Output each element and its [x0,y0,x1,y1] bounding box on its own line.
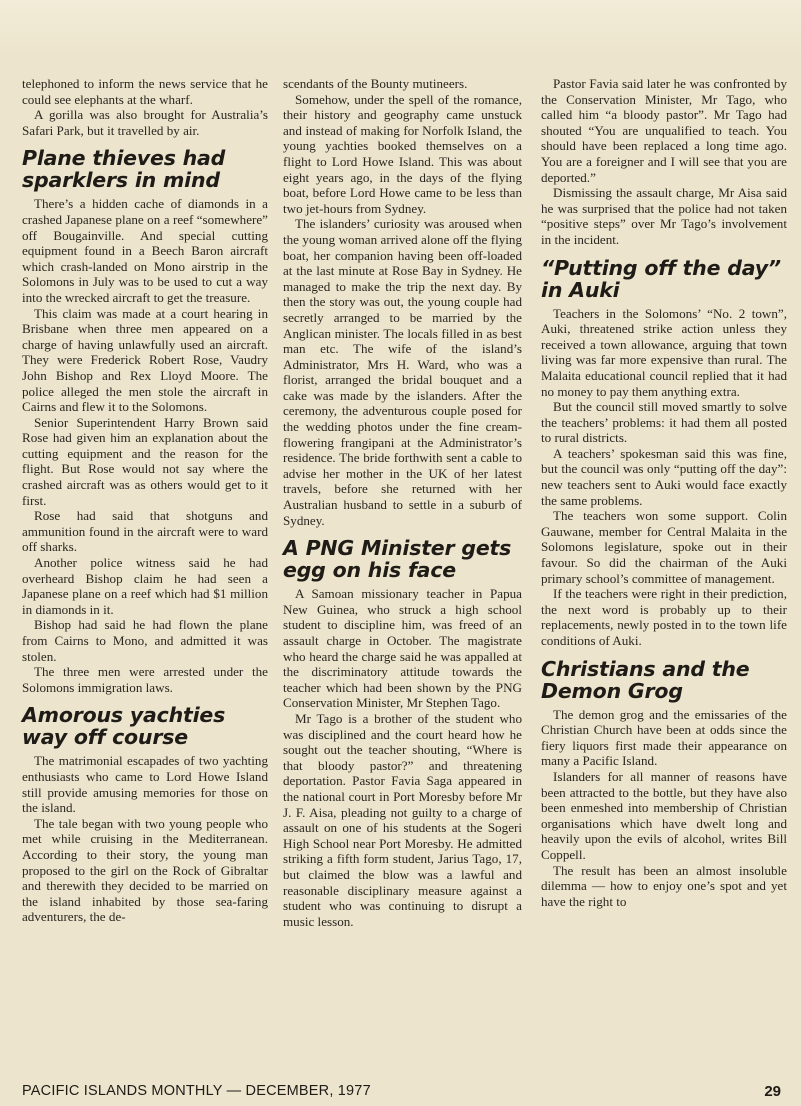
paragraph: Another police witness said he had overheard Bishop claim he had seen a Japanese plane on a reef which had $1 million in diamonds in it. [22,555,268,617]
headline-plane-thieves: Plane thieves had sparklers in mind [22,146,226,193]
paragraph: Mr Tago is a brother of the student who was disciplined and the court heard how he sought out the teacher shouting, “Where is that bloody pastor?” and threatening deportation. Pastor Favia Saga appeared in the national court in Port Moresby before Mr J. F. Aisa, pleading not guilty to a charge of assault on one of his students at the Sogeri High School near Port Moresby. He admitted striking a fifth form student, Jarius Tago, 17, but claimed the blow was a lawful and reasonable disciplinary measure against a student who was continuing to disrupt a music lesson. [283,710,522,929]
paragraph: The teachers won some support. Colin Gauwane, member for Central Malaita in the Solomons legislature, spoke out in their favour. So did the chairman of the Auki primary school’s committee of management. [541,508,787,586]
paragraph: Pastor Favia said later he was confronted by the Conservation Minister, Mr Tago, who called him “a bloody pastor”. Mr Tago had shouted “You are unqualified to teach. You should have been replaced a long time ago. You are a foreigner and I will see that you are deported.” [541,76,787,185]
headline-png-minister: A PNG Minister gets egg on his face [283,536,512,583]
page-number: 29 [764,1083,781,1100]
paragraph: Islanders for all manner of reasons have been attracted to the bottle, but they have also been enmeshed into membership of Christian organisations which have dwelt long and heavily upon the evils of alcohol, writes Bill Coppell. [541,768,787,862]
paragraph: Rose had said that shotguns and ammunition found in the aircraft were to ward off sharks. [22,508,268,555]
paragraph: This claim was made at a court hearing in Brisbane when three men appeared on a charge of having unlawfully used an aircraft. They were Frederick Robert Rose, Vaudry John Bishop and Rex Lloyd Moore. The police alleged the men stole the aircraft in Cairns and flew it to the Solomons. [22,305,268,415]
paragraph: The tale began with two young people who met while cruising in the Mediterranean. According to their story, the young man proposed to the girl on the Rock of Gibraltar and therewith they decided to be married on the island inhabited by those sea-faring adventurers, the de- [22,815,268,925]
paragraph: Bishop had said he had flown the plane from Cairns to Mono, and admitted it was stolen. [22,617,268,664]
paragraph: A Samoan missionary teacher in Papua New Guinea, who struck a high school student to discipline him, was freed of an assault charge in October. The magistrate who heard the charge said he was appalled at the discriminatory attitude towards the teacher which had been shown by the PNG Conservation Minister, Mr Stephen Tago. [283,586,522,711]
paragraph: But the council still moved smartly to solve the teachers’ problems: it had them all posted to rural districts. [541,399,787,446]
paragraph: The matrimonial escapades of two yachting enthusiasts who came to Lord Howe Island still provide amusing memories for those on the island. [22,753,268,816]
paragraph: There’s a hidden cache of diamonds in a crashed Japanese plane on a reef “somewhere” off Bougainville. And special cutting equipment found in a Beech Baron aircraft which crash-landed on Mono airstrip in the Solomons in July was to be used to cut a way into the wrecked aircraft to get the treasure. [22,196,268,305]
paragraph: The three men were arrested under the Solomons immigration laws. [22,664,268,695]
headline-amorous-yachties: Amorous yachties way off course [22,703,226,750]
paragraph: The demon grog and the emissaries of the Christian Church have been at odds since the fiery liquors first made their appearance on many a Pacific Island. [541,706,787,769]
column-1 [22,76,268,925]
paragraph: Somehow, under the spell of the romance, their history and geography came unstuck and instead of making for Norfolk Island, the young yachties booked themselves on a flight to Lord Howe Island. This was about eight years ago, in the days of the flying boat, before Lord Howe came to be less than two jet-hours from Sydney. [283,91,522,216]
paragraph: telephoned to inform the news service that he could see elephants at the wharf. [22,76,268,107]
paragraph: If the teachers were right in their prediction, the next word is probably up to their replacements, newly posted in to the town life conditions of Auki. [541,586,787,648]
paragraph: A teachers’ spokesman said this was fine, but the council was only “putting off the day”: new teachers sent to Auki would face exactly the same problems. [541,445,787,508]
page-top-margin [0,0,801,60]
paragraph: The islanders’ curiosity was aroused when the young woman arrived alone off the flying boat, her companion having been off-loaded at the last minute at Rose Bay in Sydney. He managed to make the trip the next day. By then the story was out, the young couple had secretly arranged to be married by the Anglican minister. The locals filled in as best man etc. The wife of the island’s Administrator, Mrs H. Ward, who was a florist, arranged the bridal bouquet and a cake was made by the islanders. After the ceremony, the adventurous couple posed for the wedding photos under the fine cream-flowering frangipani at the Administrator’s residence. The bride forthwith sent a cable to advise her mother in the UK of her latest travels, before she returned with her Australian husband to settle in a suburb of Sydney. [283,216,522,528]
headline-putting-off-the-day: “Putting off the day” in Auki [541,255,781,302]
paragraph: A gorilla was also brought for Australia’s Safari Park, but it travelled by air. [22,107,268,138]
paragraph: Dismissing the assault charge, Mr Aisa said he was surprised that the police had not taken “positive steps” over Mr Tago’s involvement in the incident. [541,185,787,247]
paragraph: Teachers in the Solomons’ “No. 2 town”, Auki, threatened strike action unless they received a town allowance, arguing that town living was far more expensive than rural. The Malaita educational council replied that it had no money to pay them anything extra. [541,305,787,399]
headline-christians-demon-grog: Christians and the Demon Grog [541,656,750,703]
paragraph: Senior Superintendent Harry Brown said Rose had given him an explanation about the cutting equipment and the reason for the flight. But Rose would not say where the crashed aircraft was as others would get to it first. [22,414,268,508]
publication-line: PACIFIC ISLANDS MONTHLY — DECEMBER, 1977 [22,1083,371,1099]
paragraph: The result has been an almost insoluble dilemma — how to enjoy one’s spot and yet have the right to [541,862,787,909]
column-2 [283,76,522,929]
paragraph: scendants of the Bounty mutineers. [283,76,468,91]
column-3 [541,76,787,909]
